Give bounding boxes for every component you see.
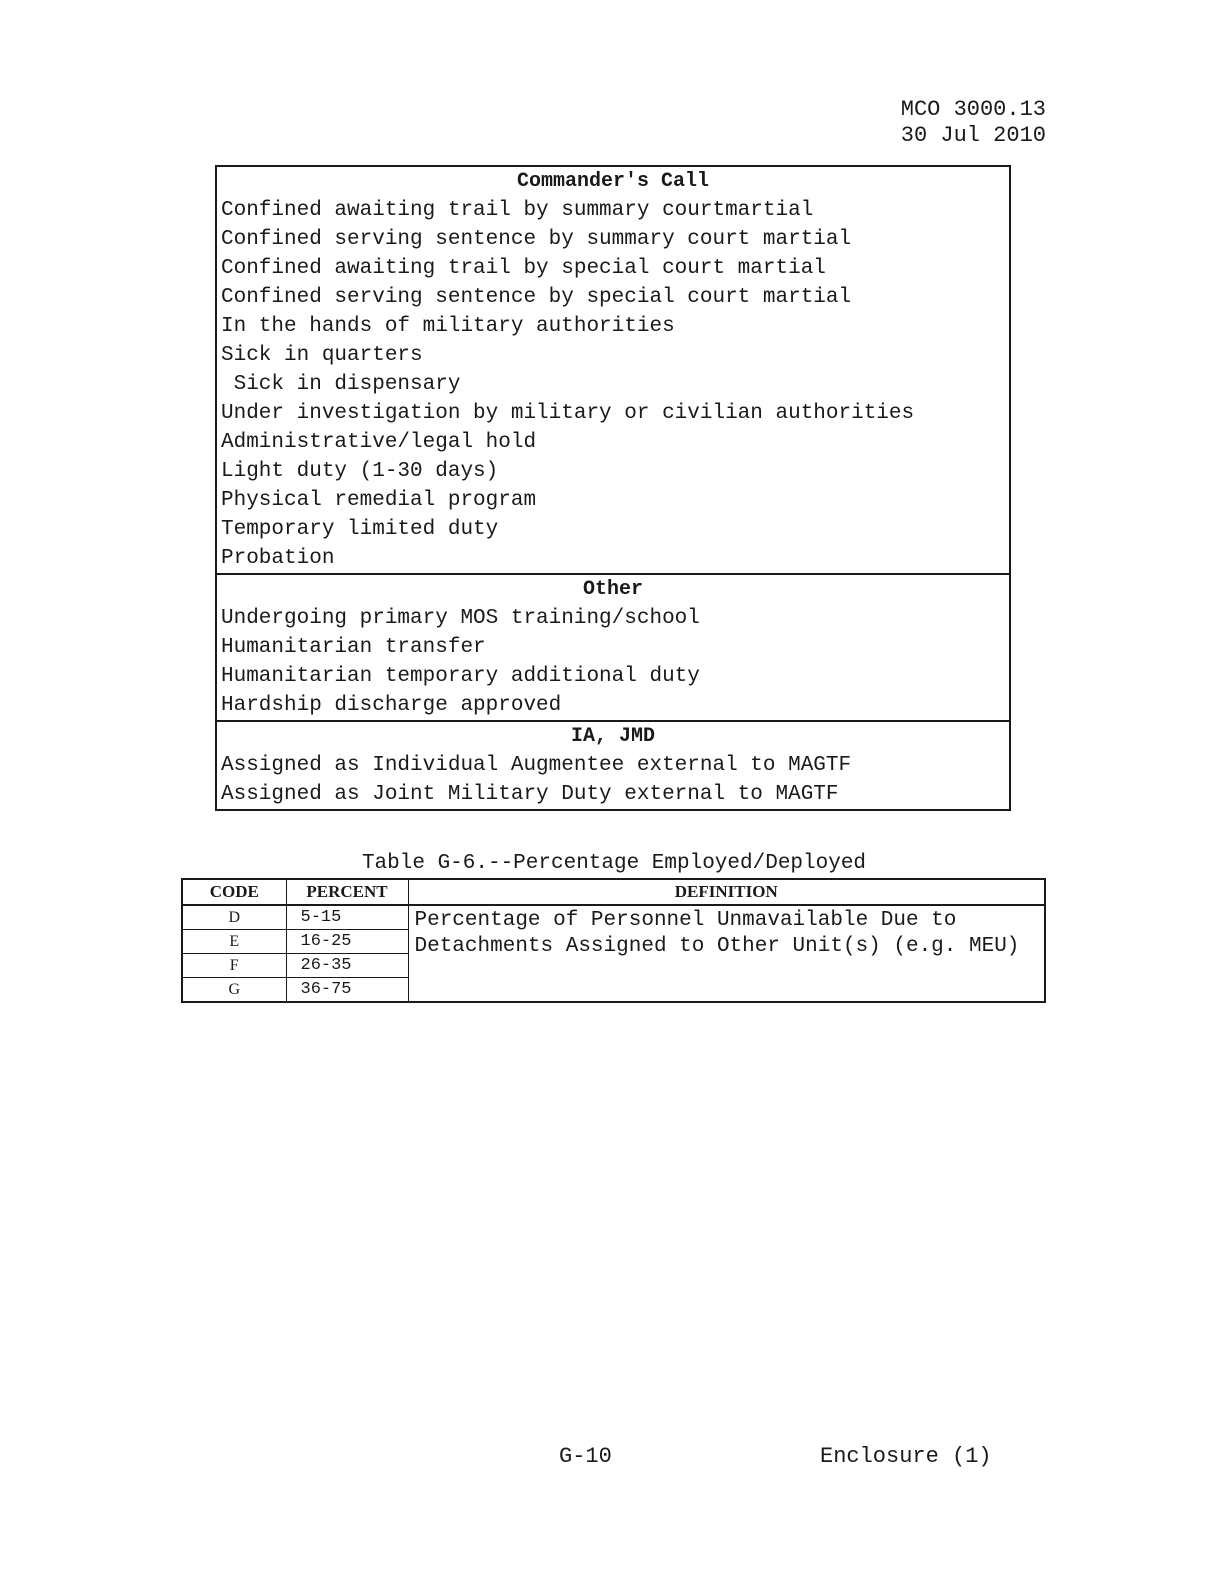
commanders-call-section bbox=[217, 167, 1009, 573]
percent-header: PERCENT bbox=[286, 879, 408, 905]
list-item: Physical remedial program bbox=[221, 489, 537, 512]
code-cell: G bbox=[182, 978, 286, 1003]
definition-header: DEFINITION bbox=[408, 879, 1045, 905]
list-item: Light duty (1-30 days) bbox=[221, 460, 499, 483]
code-cell: E bbox=[182, 930, 286, 954]
list-item: Humanitarian transfer bbox=[221, 636, 486, 659]
section-title: Commander's Call bbox=[516, 170, 710, 193]
list-item: Assigned as Joint Military Duty external to MAGTF bbox=[221, 783, 839, 806]
document-date: 30 Jul 2010 bbox=[900, 123, 1046, 148]
status-category-table bbox=[215, 165, 1011, 811]
percentage-table bbox=[181, 878, 1046, 1003]
section-title: Other bbox=[582, 578, 643, 601]
other-section bbox=[217, 573, 1009, 720]
percent-cell: 16-25 bbox=[286, 930, 408, 954]
list-item: In the hands of military authorities bbox=[221, 315, 675, 338]
list-item: Assigned as Individual Augmentee external to MAGTF bbox=[221, 754, 852, 777]
list-item: Sick in dispensary bbox=[221, 373, 461, 396]
document-id: MCO 3000.13 bbox=[900, 97, 1046, 122]
table-row bbox=[182, 905, 1045, 930]
section-title: IA, JMD bbox=[570, 725, 655, 748]
list-item: Undergoing primary MOS training/school bbox=[221, 607, 700, 630]
percent-cell: 26-35 bbox=[286, 954, 408, 978]
list-item: Humanitarian temporary additional duty bbox=[221, 665, 700, 688]
list-item: Under investigation by military or civilian authorities bbox=[221, 402, 915, 425]
code-cell: F bbox=[182, 954, 286, 978]
list-item: Hardship discharge approved bbox=[221, 694, 562, 717]
list-item: Confined awaiting trail by summary courtmartial bbox=[221, 199, 814, 222]
percent-cell: 5-15 bbox=[286, 905, 408, 930]
list-item: Administrative/legal hold bbox=[221, 431, 537, 454]
ia-jmd-section bbox=[217, 720, 1009, 809]
list-item: Temporary limited duty bbox=[221, 518, 499, 541]
page-number: G-10 bbox=[559, 1444, 612, 1469]
enclosure-label: Enclosure (1) bbox=[820, 1444, 992, 1469]
definition-cell: Percentage of Personnel Unmavailable Due to Detachments Assigned to Other Unit(s) (e.g. MEU) bbox=[408, 905, 1045, 1002]
list-item: Confined awaiting trail by special court martial bbox=[221, 257, 826, 280]
table-header-row bbox=[182, 879, 1045, 905]
list-item: Confined serving sentence by summary court martial bbox=[221, 228, 852, 251]
percent-cell: 36-75 bbox=[286, 978, 408, 1003]
list-item: Confined serving sentence by special court martial bbox=[221, 286, 852, 309]
list-item: Probation bbox=[221, 547, 335, 570]
list-item: Sick in quarters bbox=[221, 344, 423, 367]
table-caption: Table G-6.--Percentage Employed/Deployed bbox=[361, 852, 867, 875]
code-cell: D bbox=[182, 905, 286, 930]
document-header bbox=[901, 97, 1046, 149]
code-header: CODE bbox=[182, 879, 286, 905]
